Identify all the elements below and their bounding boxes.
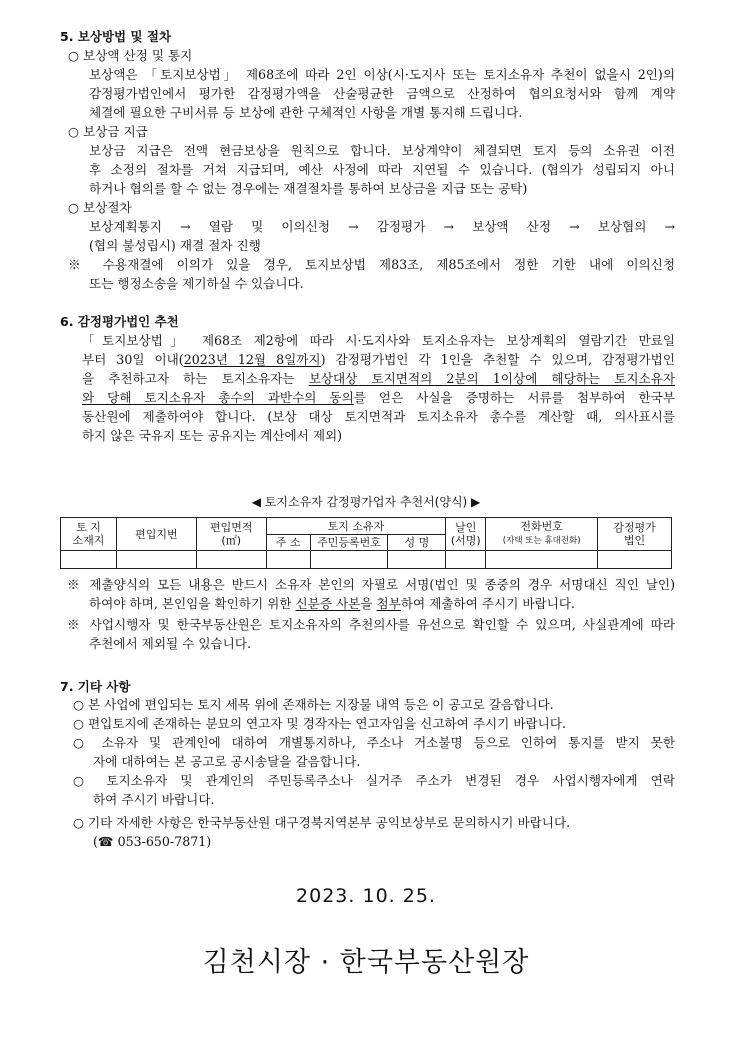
sec6-para-line5: 동산원에 제출하여야 합니다. (보상 대상 토지면적과 토지소유자 총수를 계산할 때, 의사표시를: [82, 409, 675, 424]
sec5-item2-line1: 보상금 지급은 전액 현금보상을 원칙으로 합니다. 보상계약이 체결되면 토지 등의 소유권 이전: [89, 143, 675, 158]
sec7-bullet3-line2: 자에 대하여는 본 공고로 공시송달을 갈음합니다.: [93, 754, 361, 769]
recommendation-form-table: [60, 517, 672, 569]
sec6-para-line3: 을 추천하고자 하는 토지소유자는 보상대상 토지면적의 2분의 1이상에 해당하는 토지소유자: [82, 371, 675, 386]
header-lot-number: 편입지번: [116, 518, 196, 551]
sec5-procedure-line1: 보상계획통지 → 열람 및 이의신청 → 감정평가 → 보상액 산정 → 보상협의 →: [89, 219, 675, 234]
area-requirement: 보상대상 토지면적의 2분의 1이상에 해당하는 토지소유자: [308, 371, 675, 386]
sec5-item2-head: ○ 보상금 지급: [68, 124, 148, 139]
sec7-bullet1: ○ 본 사업에 편입되는 토지 세목 위에 존재하는 지장물 내역 등은 이 공고로 갈음합니다.: [73, 697, 554, 712]
sec6-para-line4: 와 당해 토지소유자 총수의 과반수의 동의를 얻은 사실을 증명하는 서류를 첨부하여 한국부: [82, 390, 675, 405]
header-land-owner: 토지 소유자: [266, 518, 446, 535]
form-note2-line2: 추천에서 제외될 수 있습니다.: [89, 636, 251, 651]
form-note2-line1: ※ 사업시행자 및 한국부동산원은 토지소유자의 추천의사를 유선으로 확인할 수 있으며, 사실관계에 따라: [67, 617, 675, 632]
header-resident-number: 주민등록번호: [310, 535, 388, 551]
owner-consent-requirement: 와 당해 토지소유자 총수의 과반수의 동의: [82, 390, 354, 405]
sec5-item1-head: ○ 보상액 산정 및 통지: [68, 48, 193, 63]
header-phone: 전화번호 (자택 또는 휴대전화): [486, 518, 598, 551]
form-note1-line2: 하여야 하며, 본인임을 확인하기 위한 신분증 사본을 첨부하여 제출하여 주시기 바랍니다.: [89, 596, 576, 611]
sec5-item2-line3: 하거나 협의를 할 수 없는 경우에는 재결절차를 통하여 보상금을 지급 또는 공탁): [89, 181, 528, 196]
sec6-para-line1: 「토지보상법」 제68조 제2항에 따라 시·도지사와 토지소유자는 보상계획의 열람기간 만료일: [82, 333, 675, 348]
sec7-bullet2: ○ 편입토지에 존재하는 분묘의 연고자 및 경작자는 연고자임을 신고하여 주시기 바랍니다.: [73, 716, 566, 731]
notice-date: 2023. 10. 25.: [296, 885, 436, 907]
sec5-item1-line2: 감정평가법인에서 평가한 감정평가액을 산술평균한 금액으로 산정하여 협의요청서와 함께 계약: [89, 86, 675, 101]
header-name: 성 명: [388, 535, 446, 551]
sec7-bullet4-line2: 하여 주시기 바랍니다.: [93, 792, 215, 807]
sec5-procedure-line2: (협의 불성립시) 재결 절차 진행: [89, 238, 261, 253]
sec5-note-line2: 또는 행정소송을 제기하실 수 있습니다.: [89, 276, 304, 291]
section7-title: 7. 기타 사항: [60, 679, 131, 694]
section5-title: 5. 보상방법 및 절차: [60, 29, 172, 44]
header-area: 편입면적 (㎡): [196, 518, 266, 551]
sec7-bullet4-line1: ○ 토지소유자 및 관계인의 주민등록주소나 실거주 주소가 변경된 경우 사업시행자에게 연락: [73, 773, 675, 788]
table-row: [61, 551, 672, 569]
attach-text: 첨부: [376, 596, 401, 611]
sec7-bullet3-line1: ○ 소유자 및 관계인에 대하여 개별통지하나, 주소나 거소불명 등으로 인하여 통지를 받지 못한: [73, 735, 675, 750]
issuer-signature: 김천시장 · 한국부동산원장: [202, 947, 530, 978]
id-copy-text: 신분증 사본: [295, 596, 361, 611]
sec5-item3-head: ○ 보상절차: [68, 200, 132, 215]
header-appraisal-firm: 감정평가 법인: [598, 518, 672, 551]
contact-phone: (☎ 053-650-7871): [93, 834, 212, 849]
form-note1-line1: ※ 제출양식의 모든 내용은 반드시 소유자 본인의 자필로 서명(법인 및 종중의 경우 서명대신 직인 날인): [67, 577, 675, 592]
sec5-item1-line3: 체결에 필요한 구비서류 등 보상에 관한 구체적인 사항을 개별 통지해 드립니다.: [89, 105, 523, 120]
deadline-date: 2023년 12월 8일까지: [183, 352, 321, 367]
header-land-location: 토 지 소재지: [61, 518, 117, 551]
sec5-item2-line2: 후 소정의 절차를 거쳐 지급되며, 예산 사정에 따라 지연될 수 있습니다. (협의가 성립되지 아니: [89, 162, 675, 177]
sec5-note-line1: ※ 수용재결에 이의가 있을 경우, 토지보상법 제83조, 제85조에서 정한 기한 내에 이의신청: [68, 257, 675, 272]
sec5-item1-line1: 보상액은 「토지보상법」 제68조에 따라 2인 이상(시·도지사 또는 토지소유자 추천이 없을시 2인)의: [89, 67, 675, 82]
sec6-para-line2: 부터 30일 이내(2023년 12월 8일까지) 감정평가법인 각 1인을 추천할 수 있으며, 감정평가법인: [82, 352, 675, 367]
form-title: ◀ 토지소유자 감정평가업자 추천서(양식) ▶: [251, 495, 481, 509]
section6-title: 6. 감정평가법인 추천: [60, 314, 179, 329]
header-address: 주 소: [266, 535, 310, 551]
sec6-para-line6: 하지 않은 국유지 또는 공유지는 계산에서 제외): [82, 428, 343, 443]
sec7-bullet5-line1: ○ 기타 자세한 사항은 한국부동산원 대구경북지역본부 공익보상부로 문의하시기 바랍니다.: [73, 815, 571, 830]
header-seal: 날인 (서명): [446, 518, 486, 551]
